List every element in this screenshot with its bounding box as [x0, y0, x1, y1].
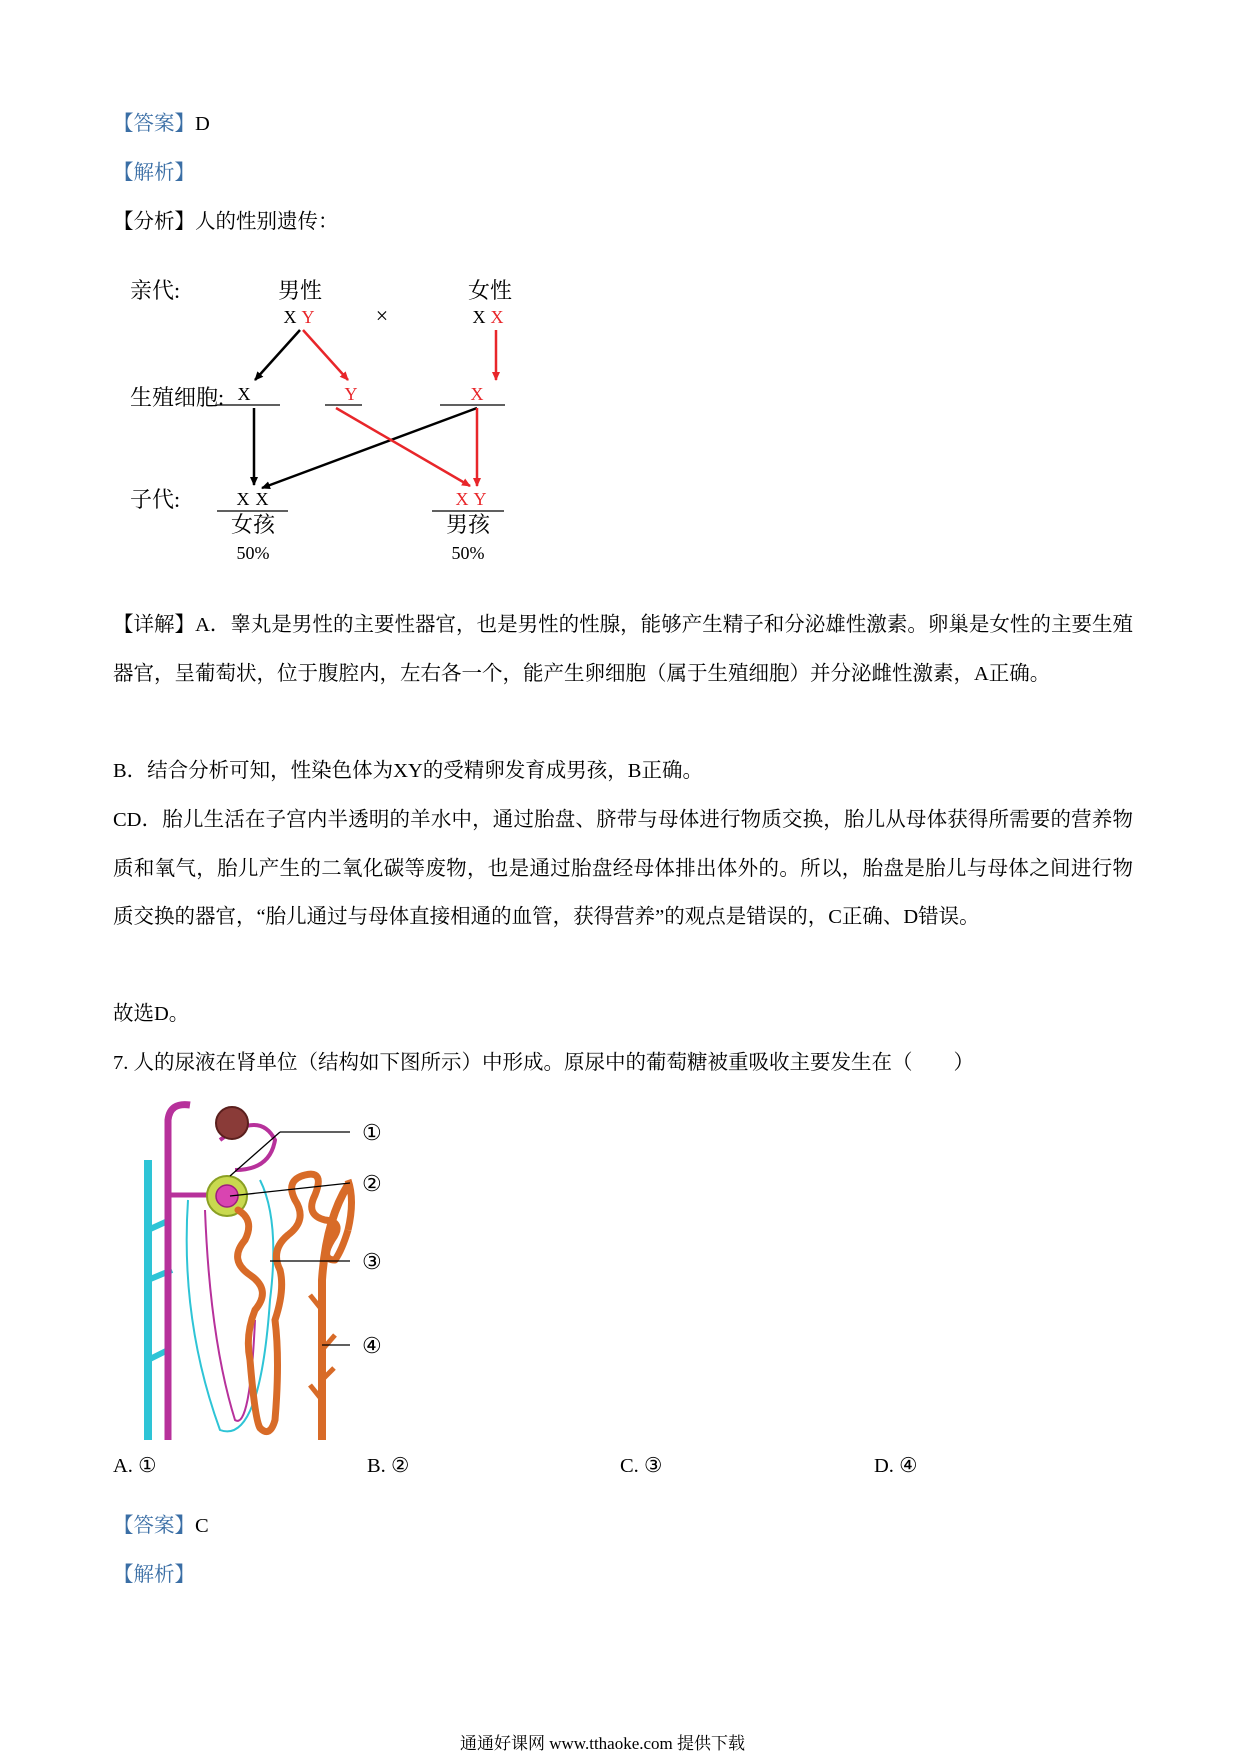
option-c-value: ③	[643, 1455, 663, 1477]
answer-line-q6	[113, 106, 210, 136]
cross-symbol: ×	[375, 303, 389, 328]
sex-inheritance-diagram	[110, 260, 590, 570]
nephron-diagram	[110, 1100, 440, 1450]
boy-percentage: 50%	[451, 543, 485, 563]
detail-label: 【详解】	[113, 614, 196, 636]
male-x-chromosome: X	[283, 307, 297, 327]
label-4: ④	[362, 1333, 382, 1358]
fenxi-label: 【分析】	[113, 211, 195, 233]
female-parent-label: 女性	[467, 278, 513, 303]
label-2: ②	[362, 1171, 382, 1196]
female-x-chromosome-1: X	[472, 307, 486, 327]
label-1: ①	[362, 1120, 382, 1145]
question-7-stem: 7. 人的尿液在肾单位（结构如下图所示）中形成。原尿中的葡萄糖被重吸收主要发生在（ ）	[113, 1052, 974, 1074]
girl-percentage: 50%	[236, 543, 270, 563]
answer7-label: 【答案】	[113, 1515, 195, 1537]
gamete-y: Y	[344, 384, 358, 404]
girl-x-chromosome-1: X	[236, 489, 250, 509]
girl-x-chromosome-2: X	[255, 489, 269, 509]
fenxi-line	[113, 204, 339, 234]
arrow-male-to-x-gamete	[255, 330, 300, 380]
boy-x-chromosome: X	[455, 489, 469, 509]
detail-para-b: B．结合分析可知，性染色体为XY的受精卵发育成男孩，B正确。	[113, 760, 703, 782]
option-b-value: ②	[390, 1455, 410, 1477]
male-parent-label: 男性	[277, 278, 323, 303]
detail-para-cd: CD．胎儿生活在子宫内半透明的羊水中，通过胎盘、脐带与母体进行物质交换，胎儿从母体获得所需要的营养物质和氧气，胎儿产生的二氧化碳等废物，也是通过胎盘经母体排出体外的。所以，胎盘是胎儿与母体之间进行物质交换的器官，“胎儿通过与母体直接相通的血管，获得营养”的观点是错误的，C正确、D错误。	[113, 809, 1133, 928]
gamete-female-x: X	[470, 384, 484, 404]
row-label-parent: 亲代:	[130, 278, 181, 303]
arrow-female-x-to-girl	[262, 408, 477, 488]
row-label-gamete: 生殖细胞:	[130, 385, 225, 410]
blood-vessel-bulb	[216, 1107, 248, 1139]
answer7-value: C	[195, 1515, 209, 1537]
answer-line-q7	[113, 1508, 209, 1538]
analysis-label-q7: 【解析】	[113, 1564, 195, 1586]
option-c-letter: C.	[620, 1455, 639, 1477]
boy-label: 男孩	[445, 512, 491, 537]
female-x-chromosome-2: X	[490, 307, 504, 327]
detail-text-a: A．睾丸是男性的主要性器官，也是男性的性腺，能够产生精子和分泌雄性激素。卵巢是女性的主要生殖器官，呈葡萄状，位于腹腔内，左右各一个，能产生卵细胞（属于生殖细胞）并分泌雌性激素，A正确。	[113, 614, 1133, 685]
option-d-value: ④	[899, 1455, 918, 1477]
page-footer: 通通好课网 www.tthaoke.com 提供下载	[460, 1734, 746, 1753]
option-a[interactable]	[113, 1453, 156, 1478]
detail-conclusion: 故选D。	[113, 1003, 190, 1025]
gamete-x: X	[237, 384, 251, 404]
label-3: ③	[362, 1249, 382, 1274]
option-a-letter: A.	[113, 1455, 133, 1477]
option-b-letter: B.	[367, 1455, 386, 1477]
arrow-male-to-y-gamete	[303, 330, 348, 380]
answer-value: D	[195, 113, 210, 135]
male-y-chromosome: Y	[301, 307, 315, 327]
girl-label: 女孩	[230, 512, 276, 537]
option-a-value: ①	[138, 1455, 157, 1477]
option-d[interactable]	[874, 1453, 917, 1478]
answer-label: 【答案】	[113, 113, 195, 135]
option-b[interactable]	[367, 1453, 409, 1478]
option-d-letter: D.	[874, 1455, 894, 1477]
option-c[interactable]	[620, 1453, 662, 1478]
fenxi-text: 人的性别遗传：	[195, 211, 339, 233]
analysis-label-q6: 【解析】	[113, 162, 195, 184]
boy-y-chromosome: Y	[473, 489, 487, 509]
detail-para-a	[113, 601, 1133, 698]
row-label-child: 子代:	[130, 487, 181, 512]
arrow-y-to-boy	[336, 408, 470, 486]
